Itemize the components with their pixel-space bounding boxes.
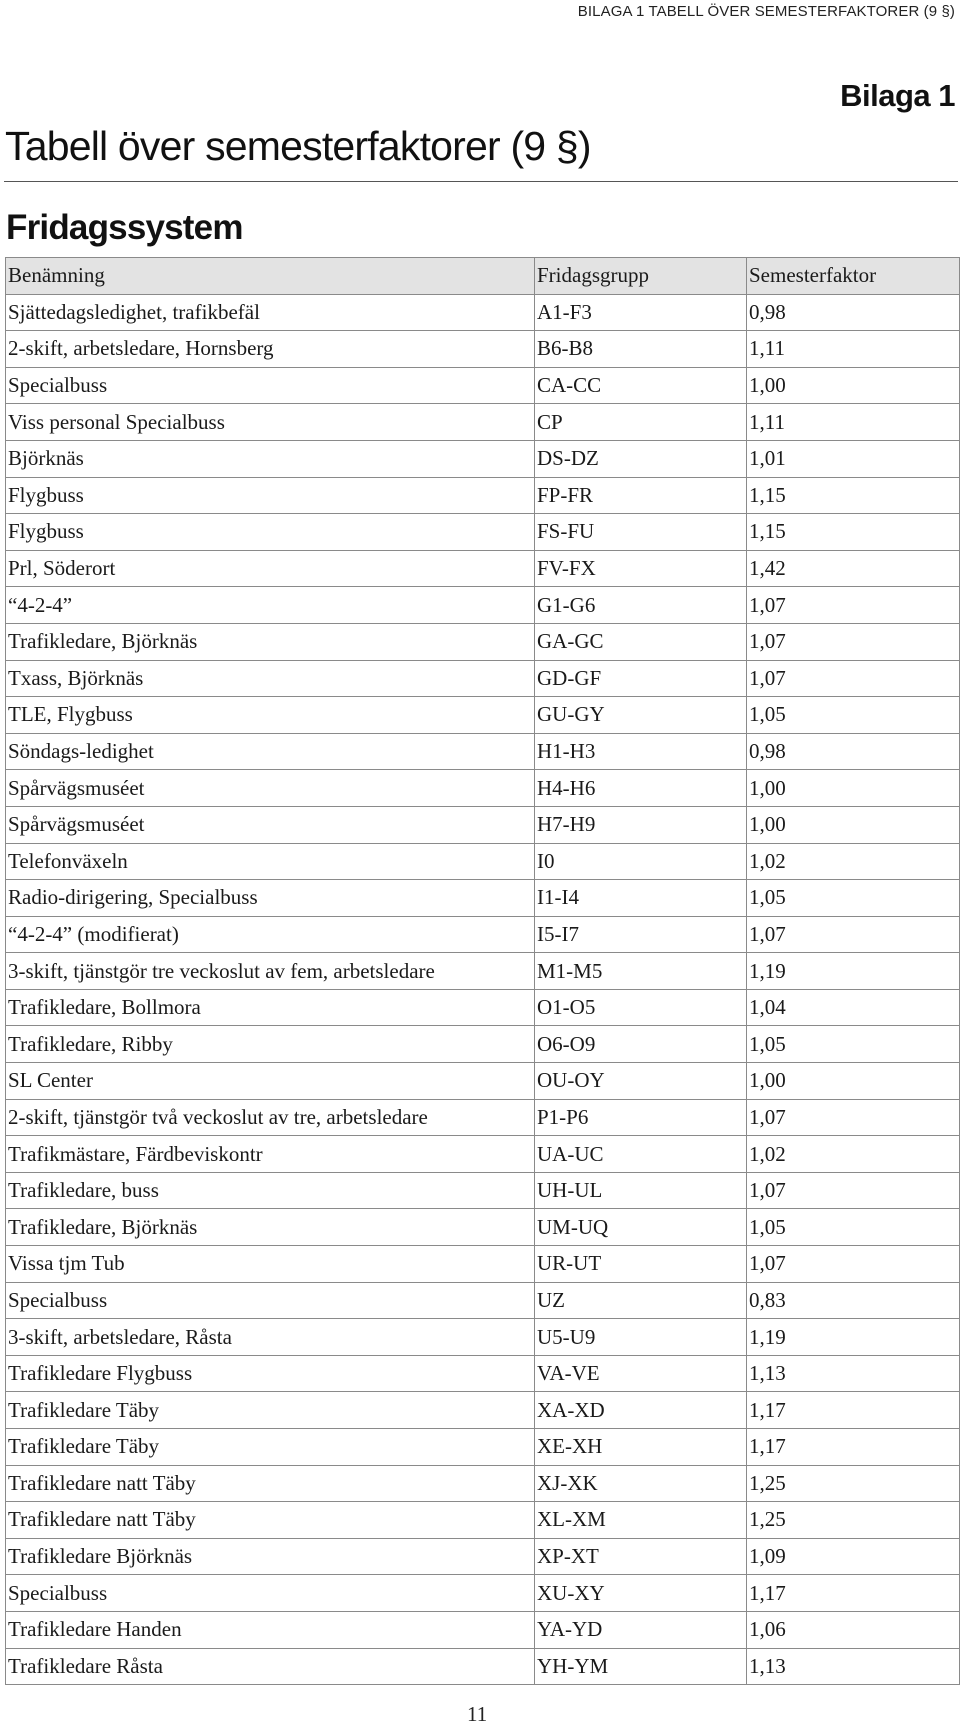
cell-benamning: 2-skift, arbetsledare, Hornsberg xyxy=(6,331,535,368)
appendix-label: Bilaga 1 xyxy=(840,78,955,113)
cell-benamning: Txass, Björknäs xyxy=(6,660,535,697)
cell-semesterfaktor: 1,07 xyxy=(747,916,960,953)
cell-fridagsgrupp: M1-M5 xyxy=(535,953,747,990)
table-row xyxy=(6,331,960,368)
table-row xyxy=(6,1209,960,1246)
cell-semesterfaktor: 1,13 xyxy=(747,1355,960,1392)
cell-fridagsgrupp: O1-O5 xyxy=(535,989,747,1026)
section-heading: Fridagssystem xyxy=(6,208,243,247)
cell-benamning: Trafikledare, buss xyxy=(6,1172,535,1209)
cell-semesterfaktor: 1,09 xyxy=(747,1538,960,1575)
cell-fridagsgrupp: GA-GC xyxy=(535,623,747,660)
running-header: BILAGA 1 TABELL ÖVER SEMESTERFAKTORER (9 §) xyxy=(577,3,955,20)
cell-semesterfaktor: 1,00 xyxy=(747,770,960,807)
column-header-semesterfaktor: Semesterfaktor xyxy=(747,258,960,295)
cell-semesterfaktor: 1,05 xyxy=(747,880,960,917)
cell-semesterfaktor: 1,06 xyxy=(747,1611,960,1648)
cell-benamning: Specialbuss xyxy=(6,1282,535,1319)
cell-semesterfaktor: 1,19 xyxy=(747,1319,960,1356)
cell-semesterfaktor: 1,17 xyxy=(747,1392,960,1429)
cell-fridagsgrupp: CP xyxy=(535,404,747,441)
table-row xyxy=(6,843,960,880)
cell-benamning: SL Center xyxy=(6,1063,535,1100)
table-row xyxy=(6,770,960,807)
table-row xyxy=(6,1282,960,1319)
table-row xyxy=(6,989,960,1026)
cell-benamning: Viss personal Specialbuss xyxy=(6,404,535,441)
cell-fridagsgrupp: DS-DZ xyxy=(535,440,747,477)
cell-semesterfaktor: 1,11 xyxy=(747,404,960,441)
column-header-benamning: Benämning xyxy=(6,258,535,295)
cell-fridagsgrupp: GD-GF xyxy=(535,660,747,697)
cell-semesterfaktor: 1,05 xyxy=(747,697,960,734)
table-row xyxy=(6,1063,960,1100)
cell-semesterfaktor: 0,98 xyxy=(747,294,960,331)
cell-benamning: Björknäs xyxy=(6,440,535,477)
page-number: 11 xyxy=(467,1702,488,1726)
cell-fridagsgrupp: UA-UC xyxy=(535,1136,747,1173)
cell-fridagsgrupp: XE-XH xyxy=(535,1429,747,1466)
cell-fridagsgrupp: YH-YM xyxy=(535,1648,747,1685)
table-row xyxy=(6,514,960,551)
cell-benamning: Trafikledare Täby xyxy=(6,1429,535,1466)
cell-fridagsgrupp: H1-H3 xyxy=(535,733,747,770)
cell-benamning: Specialbuss xyxy=(6,1575,535,1612)
table-header xyxy=(6,258,960,295)
table-row xyxy=(6,953,960,990)
table-row xyxy=(6,367,960,404)
cell-fridagsgrupp: A1-F3 xyxy=(535,294,747,331)
cell-benamning: Trafikledare natt Täby xyxy=(6,1465,535,1502)
cell-benamning: Sjättedagsledighet, trafikbefäl xyxy=(6,294,535,331)
cell-benamning: Trafikledare Täby xyxy=(6,1392,535,1429)
cell-fridagsgrupp: G1-G6 xyxy=(535,587,747,624)
table-row xyxy=(6,1355,960,1392)
table-row xyxy=(6,1648,960,1685)
cell-fridagsgrupp: OU-OY xyxy=(535,1063,747,1100)
table-row xyxy=(6,477,960,514)
table-row xyxy=(6,1026,960,1063)
table-row xyxy=(6,660,960,697)
table-row xyxy=(6,1319,960,1356)
cell-semesterfaktor: 1,13 xyxy=(747,1648,960,1685)
cell-benamning: Söndags-ledighet xyxy=(6,733,535,770)
cell-semesterfaktor: 1,07 xyxy=(747,1099,960,1136)
cell-benamning: Specialbuss xyxy=(6,367,535,404)
cell-benamning: “4-2-4” xyxy=(6,587,535,624)
cell-fridagsgrupp: XJ-XK xyxy=(535,1465,747,1502)
cell-fridagsgrupp: U5-U9 xyxy=(535,1319,747,1356)
cell-benamning: Spårvägsmuséet xyxy=(6,806,535,843)
table-row xyxy=(6,1502,960,1539)
cell-benamning: Trafikledare Handen xyxy=(6,1611,535,1648)
table-row xyxy=(6,294,960,331)
cell-benamning: Trafikledare Flygbuss xyxy=(6,1355,535,1392)
cell-benamning: 2-skift, tjänstgör två veckoslut av tre, arbetsledare xyxy=(6,1099,535,1136)
cell-benamning: 3-skift, tjänstgör tre veckoslut av fem, arbetsledare xyxy=(6,953,535,990)
cell-semesterfaktor: 1,25 xyxy=(747,1465,960,1502)
cell-semesterfaktor: 0,98 xyxy=(747,733,960,770)
cell-semesterfaktor: 1,05 xyxy=(747,1209,960,1246)
cell-semesterfaktor: 1,07 xyxy=(747,623,960,660)
cell-semesterfaktor: 1,01 xyxy=(747,440,960,477)
cell-fridagsgrupp: FS-FU xyxy=(535,514,747,551)
table-row xyxy=(6,1611,960,1648)
table-row xyxy=(6,880,960,917)
cell-benamning: “4-2-4” (modifierat) xyxy=(6,916,535,953)
cell-benamning: Trafikledare, Björknäs xyxy=(6,1209,535,1246)
cell-fridagsgrupp: H4-H6 xyxy=(535,770,747,807)
cell-semesterfaktor: 1,11 xyxy=(747,331,960,368)
cell-benamning: Trafikledare natt Täby xyxy=(6,1502,535,1539)
table-row xyxy=(6,1172,960,1209)
table-row xyxy=(6,550,960,587)
column-header-fridagsgrupp: Fridagsgrupp xyxy=(535,258,747,295)
cell-benamning: Trafikmästare, Färdbeviskontr xyxy=(6,1136,535,1173)
cell-benamning: Prl, Söderort xyxy=(6,550,535,587)
cell-fridagsgrupp: FP-FR xyxy=(535,477,747,514)
cell-semesterfaktor: 1,07 xyxy=(747,1246,960,1283)
cell-fridagsgrupp: UR-UT xyxy=(535,1246,747,1283)
table-row xyxy=(6,1538,960,1575)
cell-semesterfaktor: 0,83 xyxy=(747,1282,960,1319)
cell-fridagsgrupp: I0 xyxy=(535,843,747,880)
cell-fridagsgrupp: XP-XT xyxy=(535,1538,747,1575)
table-row xyxy=(6,440,960,477)
table-row xyxy=(6,806,960,843)
cell-fridagsgrupp: XL-XM xyxy=(535,1502,747,1539)
cell-semesterfaktor: 1,07 xyxy=(747,660,960,697)
cell-fridagsgrupp: O6-O9 xyxy=(535,1026,747,1063)
table-row xyxy=(6,404,960,441)
cell-semesterfaktor: 1,19 xyxy=(747,953,960,990)
cell-semesterfaktor: 1,15 xyxy=(747,514,960,551)
cell-semesterfaktor: 1,00 xyxy=(747,367,960,404)
cell-benamning: TLE, Flygbuss xyxy=(6,697,535,734)
cell-benamning: Trafikledare, Bollmora xyxy=(6,989,535,1026)
table-header-row xyxy=(6,258,960,295)
title-divider xyxy=(4,181,958,182)
cell-fridagsgrupp: I1-I4 xyxy=(535,880,747,917)
cell-benamning: Flygbuss xyxy=(6,477,535,514)
cell-fridagsgrupp: FV-FX xyxy=(535,550,747,587)
cell-fridagsgrupp: XU-XY xyxy=(535,1575,747,1612)
cell-fridagsgrupp: I5-I7 xyxy=(535,916,747,953)
semester-factor-table xyxy=(5,257,960,1685)
table-row xyxy=(6,733,960,770)
cell-semesterfaktor: 1,00 xyxy=(747,1063,960,1100)
cell-semesterfaktor: 1,07 xyxy=(747,587,960,624)
cell-fridagsgrupp: UH-UL xyxy=(535,1172,747,1209)
table-body xyxy=(6,294,960,1685)
cell-fridagsgrupp: GU-GY xyxy=(535,697,747,734)
table-row xyxy=(6,1136,960,1173)
cell-benamning: 3-skift, arbetsledare, Råsta xyxy=(6,1319,535,1356)
cell-semesterfaktor: 1,02 xyxy=(747,843,960,880)
cell-semesterfaktor: 1,00 xyxy=(747,806,960,843)
cell-benamning: Trafikledare Råsta xyxy=(6,1648,535,1685)
cell-fridagsgrupp: UZ xyxy=(535,1282,747,1319)
table-row xyxy=(6,1246,960,1283)
table-row xyxy=(6,1429,960,1466)
table-row xyxy=(6,587,960,624)
table-row xyxy=(6,916,960,953)
cell-benamning: Trafikledare, Björknäs xyxy=(6,623,535,660)
table-row xyxy=(6,1575,960,1612)
cell-fridagsgrupp: XA-XD xyxy=(535,1392,747,1429)
cell-benamning: Telefonväxeln xyxy=(6,843,535,880)
cell-semesterfaktor: 1,04 xyxy=(747,989,960,1026)
cell-fridagsgrupp: B6-B8 xyxy=(535,331,747,368)
cell-fridagsgrupp: VA-VE xyxy=(535,1355,747,1392)
cell-semesterfaktor: 1,17 xyxy=(747,1429,960,1466)
cell-semesterfaktor: 1,42 xyxy=(747,550,960,587)
cell-benamning: Radio-dirigering, Specialbuss xyxy=(6,880,535,917)
cell-fridagsgrupp: CA-CC xyxy=(535,367,747,404)
cell-semesterfaktor: 1,17 xyxy=(747,1575,960,1612)
cell-semesterfaktor: 1,15 xyxy=(747,477,960,514)
table-row xyxy=(6,1099,960,1136)
cell-benamning: Trafikledare, Ribby xyxy=(6,1026,535,1063)
table-row xyxy=(6,623,960,660)
cell-benamning: Trafikledare Björknäs xyxy=(6,1538,535,1575)
table-row xyxy=(6,697,960,734)
cell-fridagsgrupp: H7-H9 xyxy=(535,806,747,843)
cell-benamning: Vissa tjm Tub xyxy=(6,1246,535,1283)
cell-semesterfaktor: 1,07 xyxy=(747,1172,960,1209)
cell-fridagsgrupp: P1-P6 xyxy=(535,1099,747,1136)
table-row xyxy=(6,1392,960,1429)
cell-fridagsgrupp: YA-YD xyxy=(535,1611,747,1648)
cell-semesterfaktor: 1,25 xyxy=(747,1502,960,1539)
cell-semesterfaktor: 1,02 xyxy=(747,1136,960,1173)
cell-benamning: Spårvägsmuséet xyxy=(6,770,535,807)
page-title: Tabell över semesterfaktorer (9 §) xyxy=(5,123,591,169)
cell-fridagsgrupp: UM-UQ xyxy=(535,1209,747,1246)
cell-benamning: Flygbuss xyxy=(6,514,535,551)
table-row xyxy=(6,1465,960,1502)
cell-semesterfaktor: 1,05 xyxy=(747,1026,960,1063)
